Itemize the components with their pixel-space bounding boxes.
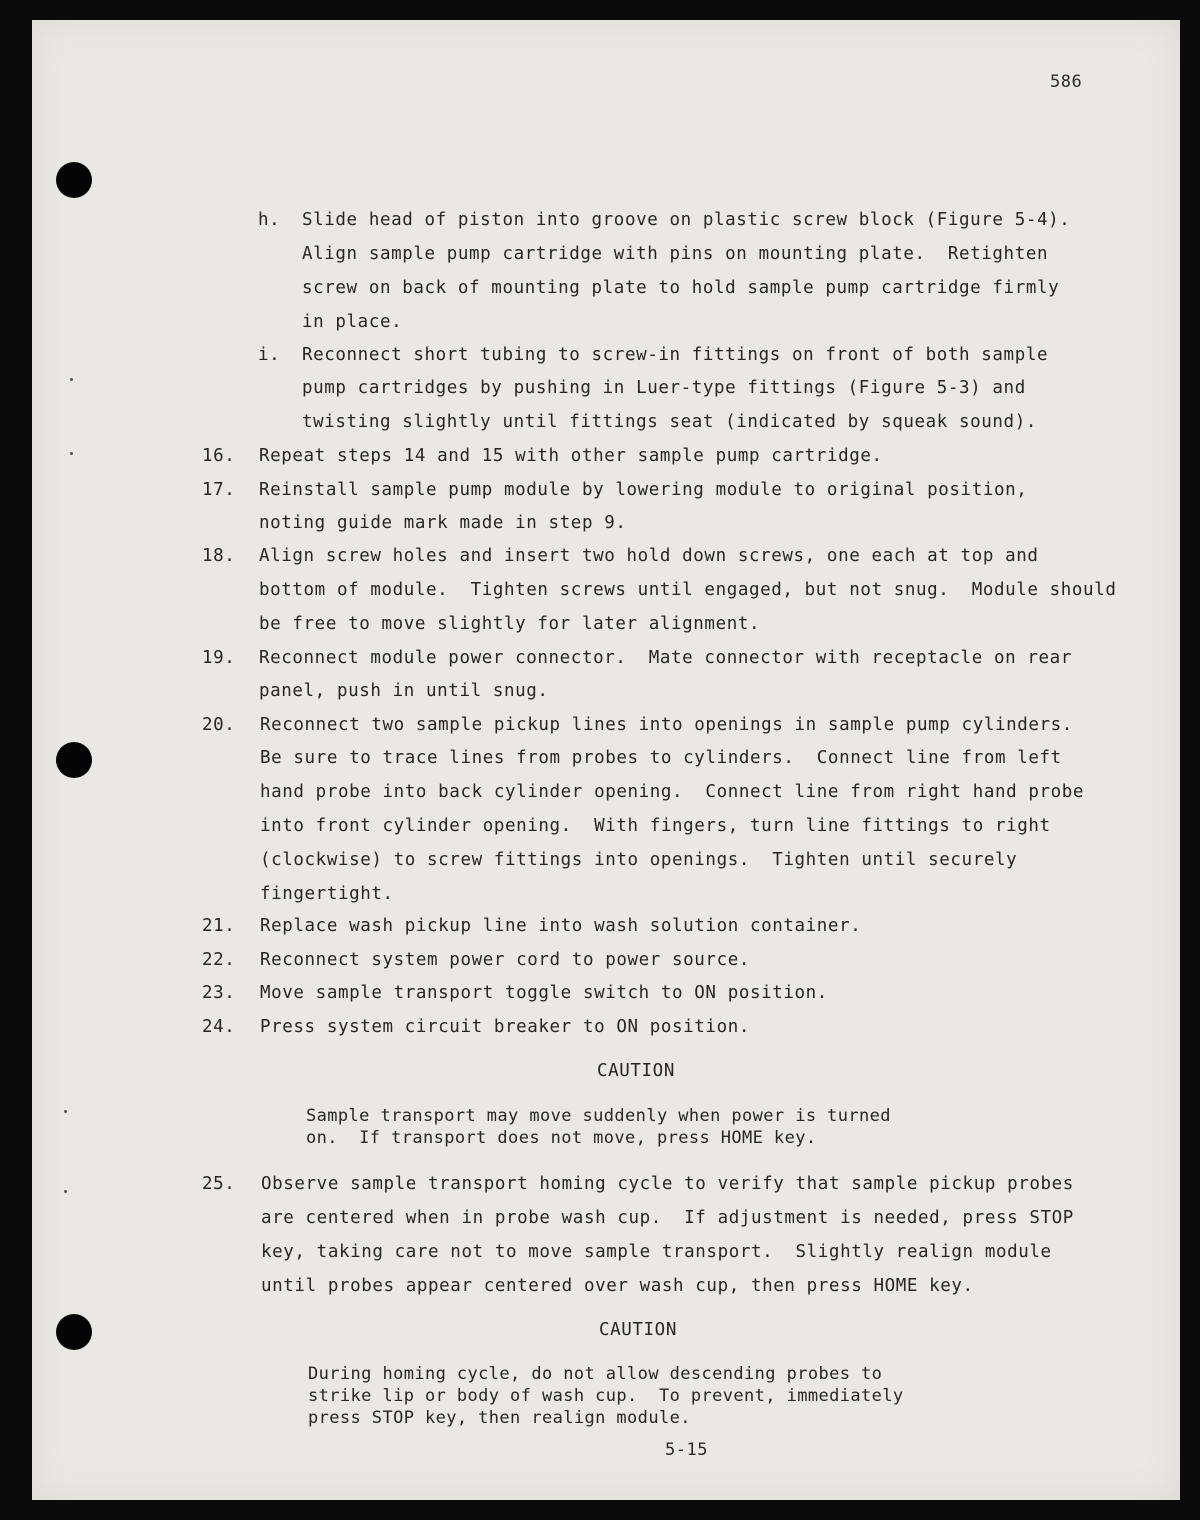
item-label: 25.	[202, 1174, 236, 1194]
speck	[70, 452, 73, 455]
binder-hole-top	[56, 162, 92, 198]
item-line: Move sample transport toggle switch to ON position.	[260, 983, 828, 1003]
page-footer: 5-15	[665, 1440, 708, 1460]
item-line: twisting slightly until fittings seat (indicated by squeak sound).	[302, 412, 1037, 432]
item-line: hand probe into back cylinder opening. Connect line from right hand probe	[260, 782, 1085, 802]
item-line: noting guide mark made in step 9.	[259, 513, 627, 533]
binder-hole-middle	[56, 742, 92, 778]
item-line: until probes appear centered over wash cup, then press HOME key.	[261, 1276, 974, 1296]
speck	[64, 1190, 67, 1193]
item-label: 17.	[202, 480, 236, 500]
item-line: Reconnect two sample pickup lines into openings in sample pump cylinders.	[260, 715, 1073, 735]
item-line: are centered when in probe wash cup. If adjustment is needed, press STOP	[261, 1208, 1074, 1228]
item-line: Align sample pump cartridge with pins on mounting plate. Retighten	[302, 244, 1049, 264]
caution-text: During homing cycle, do not allow descending probes to	[308, 1364, 883, 1384]
caution-heading: CAUTION	[597, 1061, 675, 1081]
caution-heading: CAUTION	[599, 1320, 677, 1340]
speck	[64, 1110, 67, 1113]
item-line: Reconnect short tubing to screw-in fittings on front of both sample	[302, 345, 1049, 365]
item-label: 19.	[202, 648, 236, 668]
item-line: Observe sample transport homing cycle to verify that sample pickup probes	[261, 1174, 1074, 1194]
item-line: in place.	[302, 312, 403, 332]
item-line: panel, push in until snug.	[259, 681, 549, 701]
caution-text: Sample transport may move suddenly when power is turned	[306, 1106, 891, 1126]
item-label: i.	[258, 345, 281, 365]
item-line: Reinstall sample pump module by lowering module to original position,	[259, 480, 1028, 500]
item-line: key, taking care not to move sample transport. Slightly realign module	[261, 1242, 1052, 1262]
caution-text: on. If transport does not move, press HOME key.	[306, 1128, 817, 1148]
item-label: 21.	[202, 916, 236, 936]
caution-text: press STOP key, then realign module.	[308, 1408, 691, 1428]
item-line: Slide head of piston into groove on plastic screw block (Figure 5-4).	[302, 210, 1071, 230]
item-line: Align screw holes and insert two hold down screws, one each at top and	[259, 546, 1039, 566]
caution-text: strike lip or body of wash cup. To prevent, immediately	[308, 1386, 904, 1406]
item-line: (clockwise) to screw fittings into openings. Tighten until securely	[260, 850, 1018, 870]
item-line: Press system circuit breaker to ON position.	[260, 1017, 750, 1037]
page-number: 586	[1050, 72, 1083, 92]
item-label: 22.	[202, 950, 236, 970]
item-label: 23.	[202, 983, 236, 1003]
item-line: Replace wash pickup line into wash solution container.	[260, 916, 862, 936]
item-label: 20.	[202, 715, 236, 735]
item-line: fingertight.	[260, 884, 394, 904]
item-line: Repeat steps 14 and 15 with other sample pump cartridge.	[259, 446, 883, 466]
item-label: 16.	[202, 446, 236, 466]
item-line: Be sure to trace lines from probes to cylinders. Connect line from left	[260, 748, 1062, 768]
item-line: Reconnect module power connector. Mate connector with receptacle on rear	[259, 648, 1072, 668]
item-line: into front cylinder opening. With fingers, turn line fittings to right	[260, 816, 1051, 836]
item-line: screw on back of mounting plate to hold sample pump cartridge firmly	[302, 278, 1060, 298]
item-line: Reconnect system power cord to power source.	[260, 950, 750, 970]
item-label: h.	[258, 210, 281, 230]
item-line: be free to move slightly for later alignment.	[259, 614, 761, 634]
item-label: 24.	[202, 1017, 236, 1037]
item-label: 18.	[202, 546, 236, 566]
document-page	[32, 20, 1180, 1500]
item-line: bottom of module. Tighten screws until engaged, but not snug. Module should	[259, 580, 1117, 600]
item-line: pump cartridges by pushing in Luer-type fittings (Figure 5-3) and	[302, 378, 1026, 398]
binder-hole-bottom	[56, 1314, 92, 1350]
speck	[70, 378, 73, 381]
